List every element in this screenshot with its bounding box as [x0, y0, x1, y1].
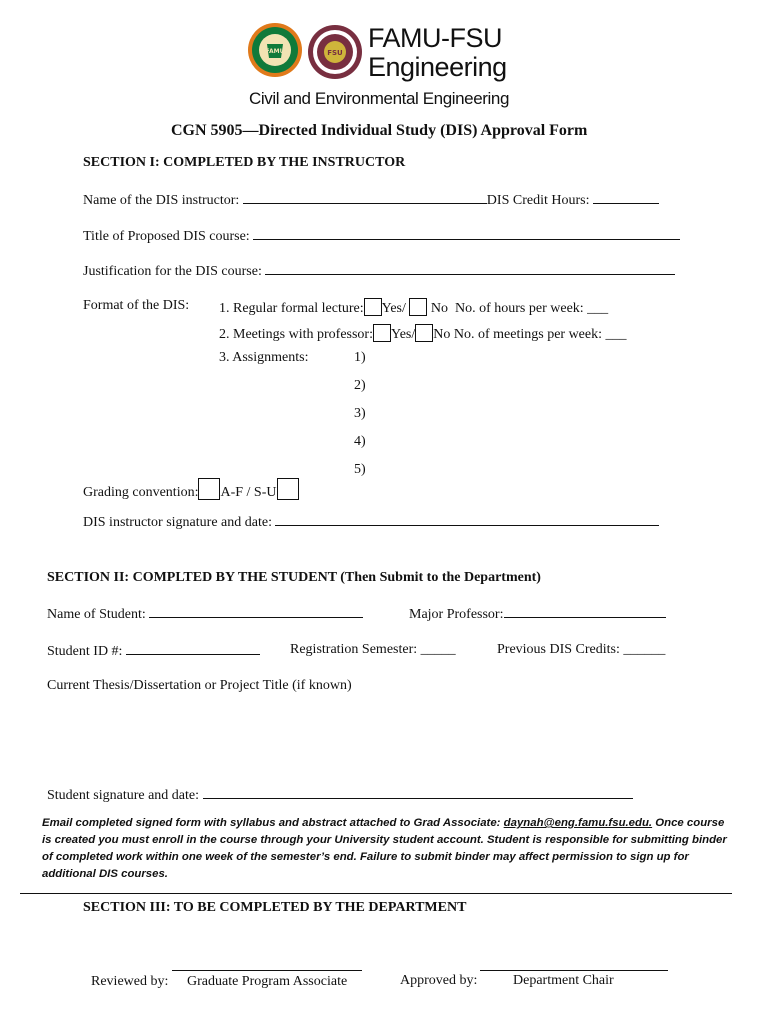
meetings-no-label: No: [433, 327, 451, 342]
reviewer-signature-line[interactable]: [172, 970, 362, 971]
instructor-signature-label: DIS instructor signature and date:: [83, 515, 272, 530]
famu-seal-text: FAMU: [265, 48, 285, 55]
previous-dis-credits[interactable]: Previous DIS Credits: ______: [497, 642, 666, 657]
major-professor-label: Major Professor:: [409, 607, 504, 622]
meetings-per-week-label: No. of meetings per week: ___: [453, 327, 627, 342]
assignment-number: 5): [354, 462, 366, 477]
section1-heading: SECTION I: COMPLETED BY THE INSTRUCTOR: [83, 155, 406, 170]
format-meetings-label: 2. Meetings with professor:: [219, 327, 373, 342]
credit-hours-field[interactable]: [593, 191, 659, 204]
course-title-row: [83, 227, 680, 245]
justification-field[interactable]: [265, 262, 675, 275]
lecture-no-checkbox[interactable]: [409, 298, 427, 316]
student-name-row: [47, 605, 363, 623]
note-part1: Email completed signed form with syllabus and abstract attached to Grad Associate:: [42, 817, 504, 829]
meetings-yes-label: Yes/: [390, 327, 416, 342]
reviewed-by-label: Reviewed by:: [91, 974, 169, 989]
assignments-label: 3. Assignments:: [219, 350, 309, 365]
major-professor-field[interactable]: [504, 605, 666, 618]
reviewer-role: Graduate Program Associate: [187, 974, 348, 989]
student-id-field[interactable]: [126, 642, 260, 655]
section-divider: [20, 893, 732, 894]
approver-signature-line[interactable]: [480, 970, 668, 971]
section2-heading: SECTION II: COMPLTED BY THE STUDENT (Then Submit to the Department): [47, 570, 541, 585]
fsu-seal-text: FSU: [327, 49, 343, 57]
lecture-yes-checkbox[interactable]: [364, 298, 382, 316]
approver-role: Department Chair: [513, 973, 614, 988]
credit-hours-label: DIS Credit Hours:: [486, 193, 590, 208]
famu-seal-logo: [247, 22, 303, 78]
instructor-name-field[interactable]: [243, 191, 487, 204]
grading-label: Grading convention:: [83, 485, 199, 500]
note-part2: Once course is created you must enroll in the course through your University student account. Student is responsible for submitting binder of completed work within one week of the semester’s end. Failure to submit binder may affect permission to sign up for additional DIS courses.: [42, 817, 727, 880]
assignment-number: 1): [354, 350, 366, 365]
student-signature-label: Student signature and date:: [47, 788, 200, 803]
student-id-row: [47, 642, 260, 660]
thesis-title-label: Current Thesis/Dissertation or Project Title (if known): [47, 678, 352, 693]
assignment-number: 3): [354, 406, 366, 421]
instructor-name-label: Name of the DIS instructor:: [83, 193, 240, 208]
course-title-label: Title of Proposed DIS course:: [83, 229, 250, 244]
grad-associate-email-link[interactable]: daynah@eng.famu.fsu.edu.: [503, 817, 653, 829]
department-name: Civil and Environmental Engineering: [249, 89, 510, 108]
justification-row: [83, 262, 675, 280]
student-signature-row: [47, 786, 633, 804]
meetings-no-checkbox[interactable]: [415, 324, 433, 342]
hours-per-week-label: No. of hours per week: ___: [455, 301, 609, 316]
instructor-signature-field[interactable]: [275, 513, 659, 526]
format-lecture-label: 1. Regular formal lecture:: [219, 301, 364, 316]
lecture-no-label: No: [430, 301, 448, 316]
instructor-signature-row: [83, 513, 659, 531]
instructor-name-row: [83, 191, 659, 209]
form-title: CGN 5905—Directed Individual Study (DIS) Approval Form: [171, 122, 588, 139]
student-name-field[interactable]: [149, 605, 363, 618]
registration-semester[interactable]: Registration Semester: _____: [290, 642, 456, 657]
submission-note: [42, 815, 732, 883]
brand-line2: Engineering: [368, 52, 507, 82]
student-id-label: Student ID #:: [47, 644, 123, 659]
grading-options-label: A-F / S-U: [220, 485, 277, 500]
justification-label: Justification for the DIS course:: [83, 264, 262, 279]
section3-heading: SECTION III: TO BE COMPLETED BY THE DEPARTMENT: [83, 900, 467, 915]
format-meetings-row: [219, 324, 627, 343]
fsu-seal-logo: [307, 24, 363, 80]
format-lecture-row: [219, 298, 608, 317]
student-name-label: Name of Student:: [47, 607, 146, 622]
assignment-number: 2): [354, 378, 366, 393]
brand-line1: FAMU-FSU: [368, 23, 502, 53]
grading-row: [83, 478, 299, 501]
assignment-number: 4): [354, 434, 366, 449]
approved-by-label: Approved by:: [400, 973, 478, 988]
course-title-field[interactable]: [253, 227, 680, 240]
format-label: Format of the DIS:: [83, 298, 190, 313]
grading-af-checkbox[interactable]: [198, 478, 220, 500]
lecture-yes-label: Yes/: [381, 301, 406, 316]
meetings-yes-checkbox[interactable]: [373, 324, 391, 342]
student-signature-field[interactable]: [203, 786, 633, 799]
grading-su-checkbox[interactable]: [277, 478, 299, 500]
major-professor-row: [409, 605, 666, 623]
